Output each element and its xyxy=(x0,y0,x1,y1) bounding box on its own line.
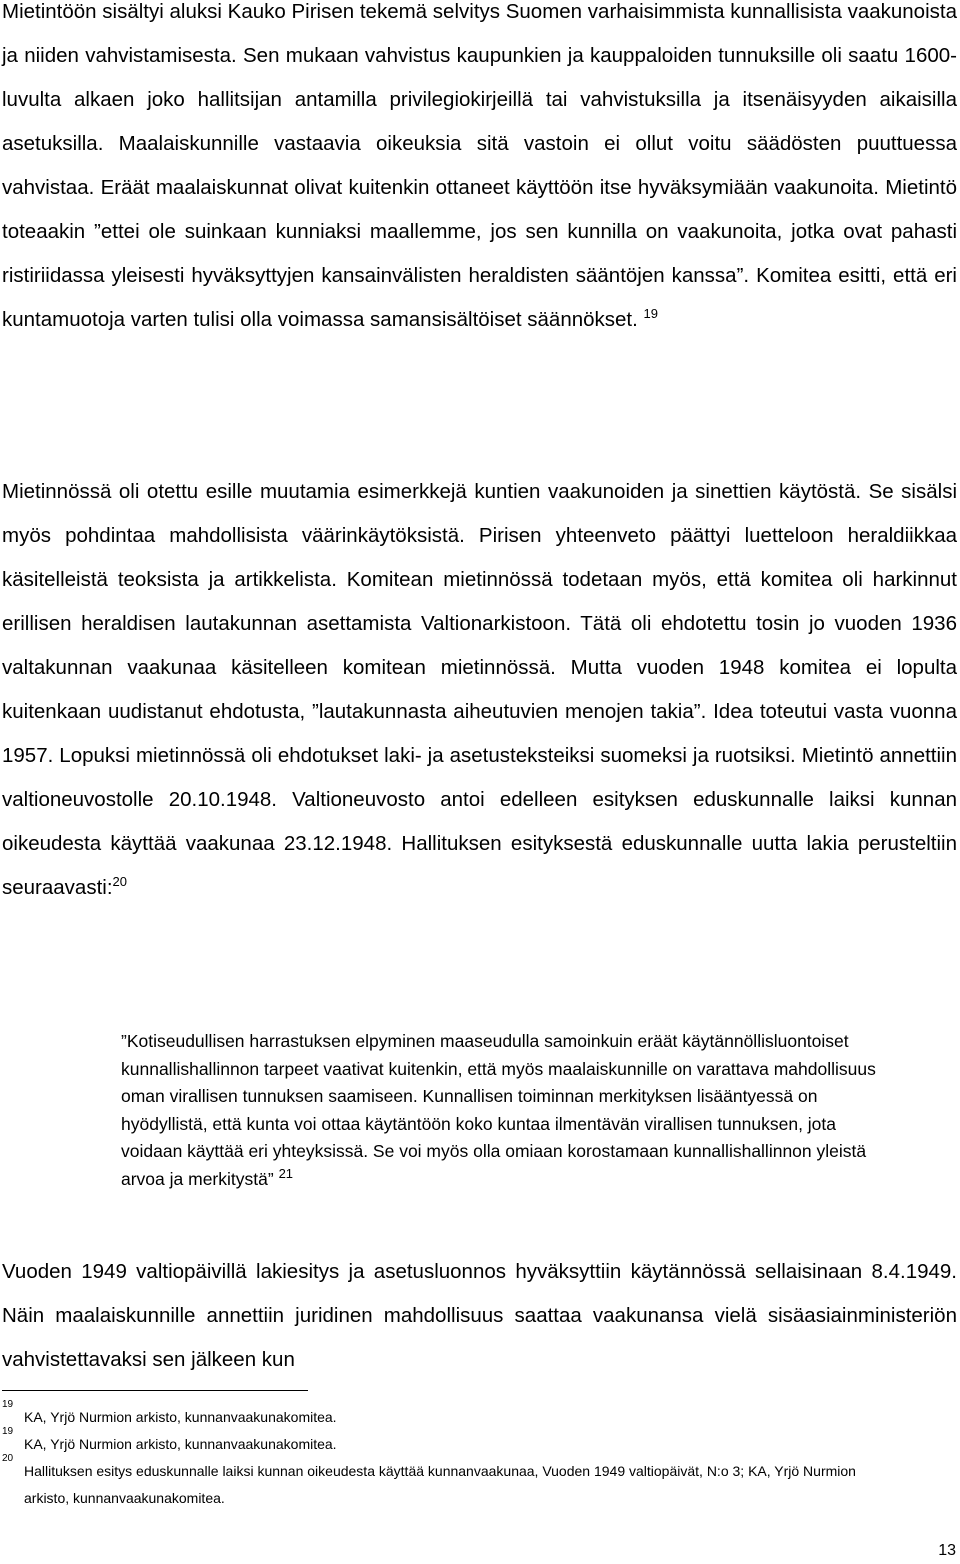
paragraph-1-text: Mietintöön sisältyi aluksi Kauko Pirisen tekemä selvitys Suomen varhaisimmista kunnallisista vaakunoista ja niiden vahvistamisesta. Sen mukaan vahvistus kaupunkien ja kauppaloiden tunnuksille oli saatu 1600-luvulta alkaen joko hallitsijan antamilla privilegiokirjeillä tai vahvistuksilla ja itsenäisyyden aikaisilla asetuksilla. Maalaiskunnille vastaavia oikeuksia sitä vastoin ei ollut voitu säädösten puuttuessa vahvistaa. Eräät maalaiskunnat olivat kuitenkin ottaneet käyttöön itse hyväksymiään vaakunoita. Mietintö toteaakin ”ettei ole suinkaan kunniaksi maallemme, jos sen kunnilla on vaakunoita, jotka ovat pahasti ristiriidassa yleisesti hyväksyttyjen kansainvälisten heraldisten sääntöjen kanssa”. Komitea esitti, että eri kuntamuotoja varten tulisi olla voimassa samansisältöiset säännökset. xyxy=(2,0,957,331)
footnote-ref-20: 20 xyxy=(112,874,127,890)
footnote-text: Hallituksen esitys eduskunnalle laiksi kunnan oikeudesta käyttää kunnanvaakunaa, Vuoden 1949 valtiopäivät, N:o 3; KA, Yrjö Nurmion arkisto, kunnanvaakunakomitea. xyxy=(24,1463,856,1506)
footnote-text: KA, Yrjö Nurmion arkisto, kunnanvaakunakomitea. xyxy=(24,1436,337,1452)
footnote-ref-19: 19 xyxy=(643,306,658,322)
footnote-number: 19 xyxy=(2,1426,14,1437)
footnote-item xyxy=(2,1453,902,1512)
footnote-number: 19 xyxy=(2,1399,14,1410)
paragraph-3 xyxy=(2,1250,957,1382)
block-quote-text: ”Kotiseudullisen harrastuksen elpyminen maaseudulla samoinkuin eräät käytännöllisluontoiset kunnallishallinnon tarpeet vaativat kuitenkin, että myös maalaiskunnille on varattava mahdollisuus oman virallisen tunnuksen saamiseen. Kunnallisen toiminnan merkityksen lisääntyessä on hyödyllistä, että kunta voi ottaa käytäntöön koko kuntaa ilmentävän virallisen tunnuksen, jota voidaan käyttää eri yhteyksissä. Se voi myös olla omiaan korostamaan kunnallishallinnon yleistä arvoa ja merkitystä” xyxy=(121,1031,876,1189)
paragraph-2 xyxy=(2,470,957,910)
footnotes xyxy=(2,1399,902,1512)
footnote-text: KA, Yrjö Nurmion arkisto, kunnanvaakunakomitea. xyxy=(24,1409,337,1425)
paragraph-1 xyxy=(2,0,957,342)
footnote-item xyxy=(2,1426,902,1458)
block-quote xyxy=(121,1028,901,1193)
page-number: 13 xyxy=(938,1542,956,1559)
footnote-separator xyxy=(2,1390,308,1391)
footnote-item xyxy=(2,1399,902,1431)
paragraph-3-text: Vuoden 1949 valtiopäivillä lakiesitys ja asetusluonnos hyväksyttiin käytännössä sellaisinaan 8.4.1949. Näin maalaiskunnille annettiin juridinen mahdollisuus saattaa vaakunansa vielä sisäasiainministeriön vahvistettavaksi sen jälkeen kun xyxy=(2,1260,957,1371)
footnote-number: 20 xyxy=(2,1453,14,1464)
footnote-ref-21: 21 xyxy=(278,1165,294,1181)
paragraph-2-text: Mietinnössä oli otettu esille muutamia esimerkkejä kuntien vaakunoiden ja sinettien käytöstä. Se sisälsi myös pohdintaa mahdollisista väärinkäytöksistä. Pirisen yhteenveto päättyi luetteloon heraldiikkaa käsitelleistä teoksista ja artikkelista. Komitean mietinnössä todetaan myös, että komitea oli harkinnut erillisen heraldisen lautakunnan asettamista Valtionarkistoon. Tätä oli ehdotettu tosin jo vuoden 1936 valtakunnan vaakunaa käsitelleen komitean mietinnössä. Mutta vuoden 1948 komitea ei lopulta kuitenkaan uudistanut ehdotusta, ”lautakunnasta aiheutuvien menojen takia”. Idea toteutui vasta vuonna 1957. Lopuksi mietinnössä oli ehdotukset laki- ja asetusteksteiksi suomeksi ja ruotsiksi. Mietintö annettiin valtioneuvostolle 20.10.1948. Valtioneuvosto antoi edelleen esityksen eduskunnalle laiksi kunnan oikeudesta käyttää vaakunaa 23.12.1948. Hallituksen esityksestä eduskunnalle uutta lakia perusteltiin seuraavasti: xyxy=(2,480,957,899)
